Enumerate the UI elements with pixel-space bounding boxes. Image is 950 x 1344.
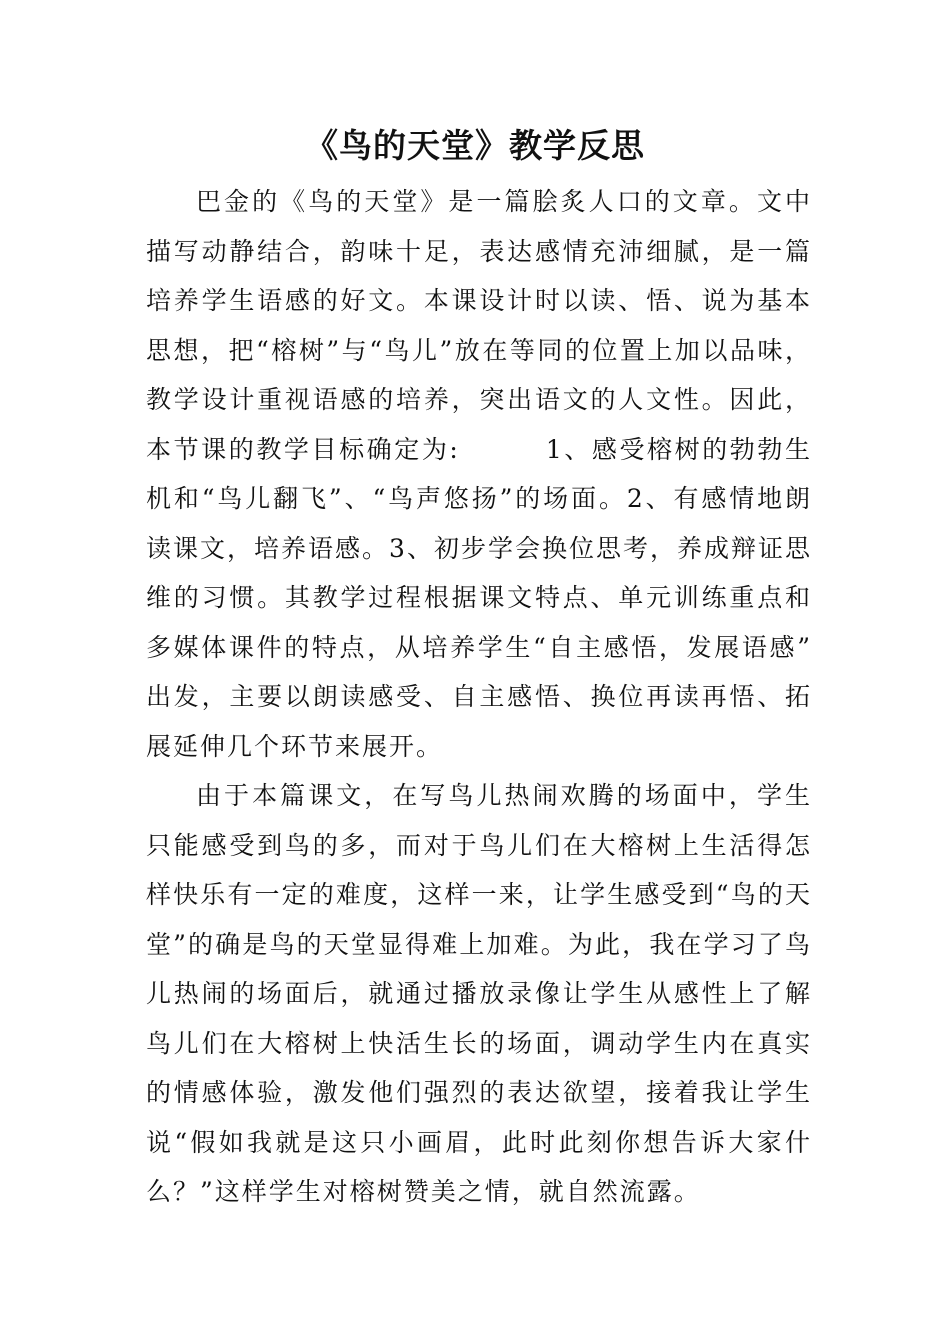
paragraph-2: 由于本篇课文，在写鸟儿热闹欢腾的场面中，学生只能感受到鸟的多，而对于鸟儿们在大榕树上生活得怎样快乐有一定的难度，这样一来，让学生感受到“鸟的天堂”的确是鸟的天堂显得难上加难。为此，我在学习了鸟儿热闹的场面后，就通过播放录像让学生从感性上了解鸟儿们在大榕树上快活生长的场面，调动学生内在真实的情感体验，激发他们强烈的表达欲望，接着我让学生说“假如我就是这只小画眉，此时此刻你想告诉大家什么？”这样学生对榕树赞美之情，就自然流露。: [146, 781, 812, 1206]
paragraph-1-part-1: 巴金的《鸟的天堂》是一篇脍炙人口的文章。文中描写动静结合，韵味十足，表达感情充沛细腻，是一篇培养学生语感的好文。本课设计时以读、悟、说为基本思想，把“榕树”与“鸟儿”放在等同的位置上加以品味，教学设计重视语感的培养，突出语文的人文性。因此，本节课的教学目标确定为:: [146, 187, 812, 464]
paragraph-1: [146, 177, 812, 771]
document-body: [146, 177, 812, 1217]
paragraph-1-part-2: 1、感受榕树的勃勃生机和“鸟儿翻飞”、“鸟声悠扬”的场面。2、有感情地朗读课文，培养语感。3、初步学会换位思考，养成辩证思维的习惯。其教学过程根据课文特点、单元训练重点和多媒体课件的特点，从培养学生“自主感悟，发展语感” 出发，主要以朗读感受、自主感悟、换位再读再悟、拓展延伸几个环节来展开。: [146, 434, 812, 761]
page-title: 《鸟的天堂》教学反思: [305, 126, 645, 165]
